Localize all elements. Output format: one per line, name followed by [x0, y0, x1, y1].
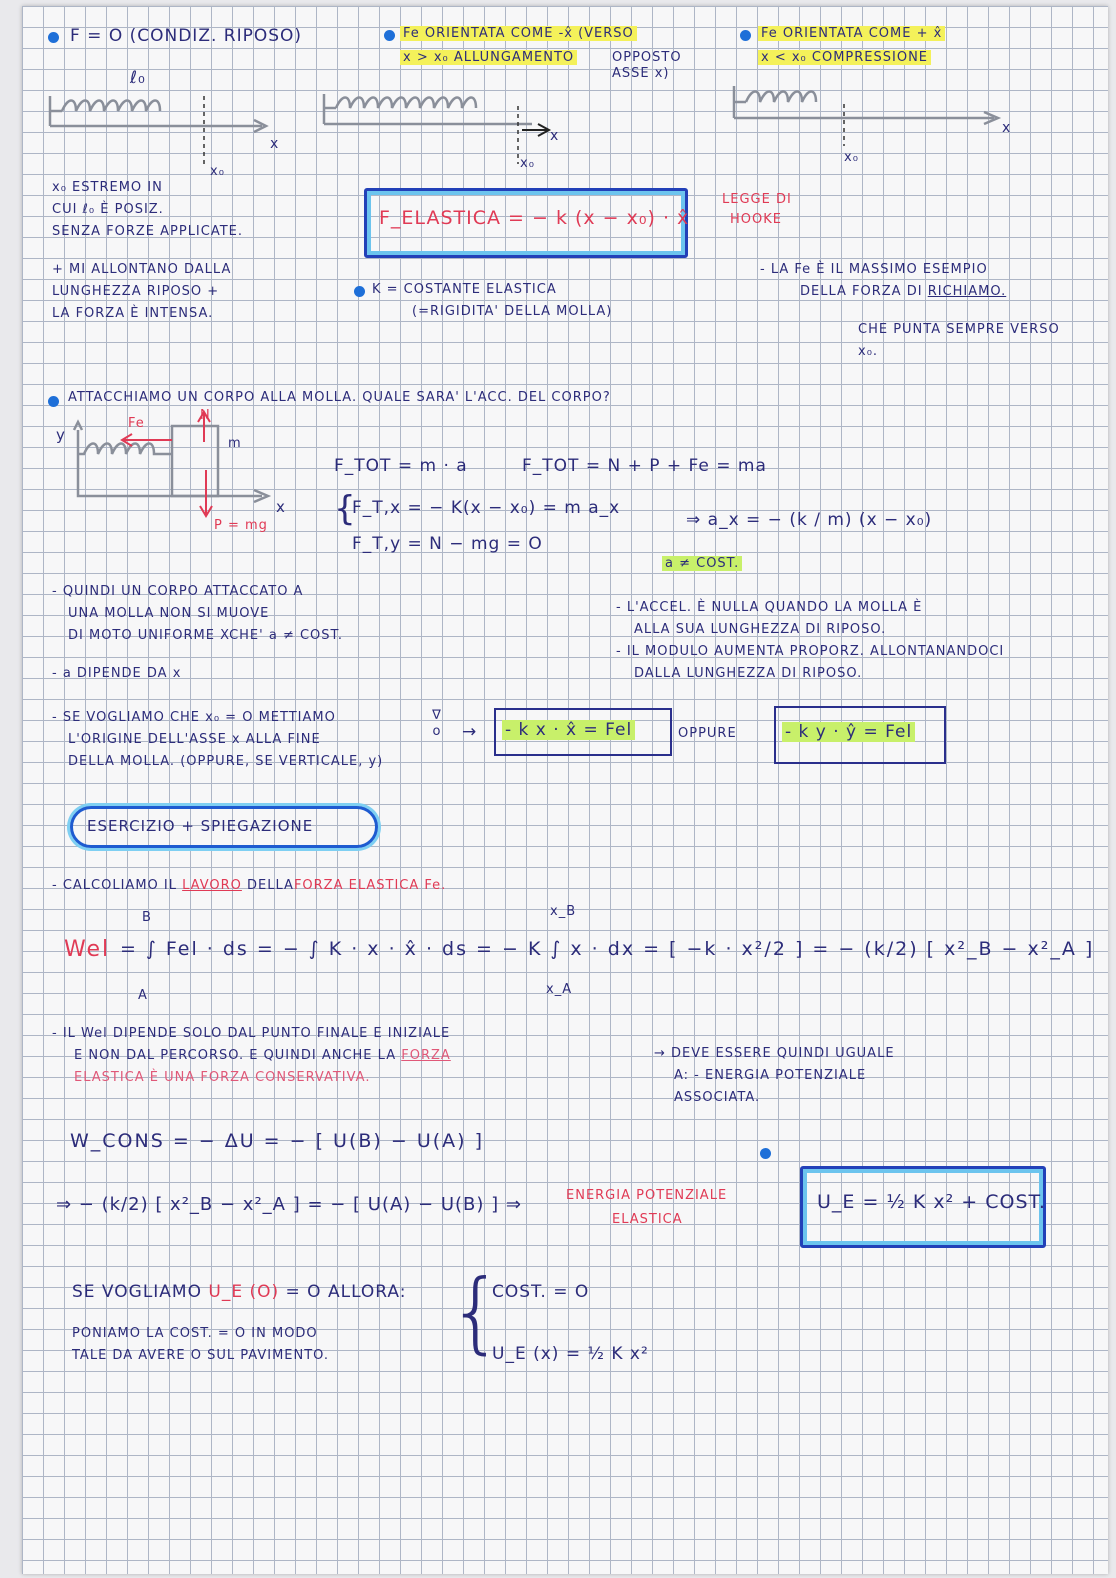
ftot-eq-2: F_TOT = N + P + Fe = ma — [522, 456, 767, 476]
potential-energy-formula: U_E = ½ K x² + COST. — [817, 1191, 1046, 1213]
recall-text-3: CHE PUNTA SEMPRE VERSO — [858, 322, 1060, 337]
energy-label-1: ENERGIA POTENZIALE — [566, 1188, 728, 1203]
work-equation: = ∫ Fel · ds = − ∫ K · x · x̂ · ds = − K ∫ x · dx = [ −k · x²/2 ] = − (k/2) [ x²_B − x²_A ] — [120, 938, 1095, 960]
svg-text:x: x — [1002, 120, 1011, 136]
fe-vector-label: Fe — [128, 416, 145, 431]
system-eq-x: F_T,x = − K(x − x₀) = m a_x — [352, 498, 621, 518]
note-1a: - QUINDI UN CORPO ATTACCATO A — [52, 584, 304, 599]
bullet-icon — [48, 396, 59, 407]
x0-text-1: x₀ ESTREMO IN — [52, 180, 163, 195]
svg-text:x: x — [550, 128, 559, 144]
limit-xb: x_B — [550, 904, 577, 919]
recall-text-4: x₀. — [858, 344, 879, 359]
hooke-law-box — [364, 188, 688, 258]
acceleration-eq: ⇒ a_x = − (k / m) (x − x₀) — [686, 510, 933, 530]
k-definition: K = COSTANTE ELASTICA — [372, 282, 557, 297]
hooke-label-1: LEGGE DI — [722, 192, 792, 207]
energy-equation: ⇒ − (k/2) [ x²_B − x²_A ] = − [ U(A) − U(B) ] ⇒ — [56, 1194, 522, 1215]
hooke-label-2: HOOKE — [730, 212, 782, 227]
exercise-title-oval — [70, 806, 378, 848]
limit-xa: x_A — [546, 982, 573, 997]
formula-x-box — [494, 708, 672, 756]
extension-note: OPPOSTO ASSE x) — [612, 50, 682, 82]
note-3b: ALLA SUA LUNGHEZZA DI RIPOSO. — [634, 622, 887, 637]
note-1b: UNA MOLLA NON SI MUOVE — [68, 606, 270, 621]
system-cost: COST. = O — [492, 1282, 590, 1302]
note-1c: DI MOTO UNIFORME XCHE' a ≠ COST. — [68, 628, 344, 643]
extension-title: Fe ORIENTATA COME -x̂ (VERSO — [400, 26, 637, 42]
compression-line2: x < x₀ COMPRESSIONE — [758, 50, 931, 66]
wcons-equation: W_CONS = − ΔU = − [ U(B) − U(A) ] — [70, 1130, 485, 1152]
implies-arrow: → — [462, 722, 478, 742]
origin-text-1: - SE VOGLIAMO CHE x₀ = O METTIAMO — [52, 710, 336, 725]
n-vector-label: N — [200, 408, 211, 423]
recall-text-2: DELLA FORZA DI RICHIAMO. — [800, 284, 1007, 299]
must-text-3: ASSOCIATA. — [674, 1090, 761, 1105]
system-eq-y: F_T,y = N − mg = O — [352, 534, 543, 554]
oppure-label: OPPURE — [678, 726, 737, 741]
far-text-2: LUNGHEZZA RIPOSO + — [52, 284, 220, 299]
recall-word: RICHIAMO. — [927, 284, 1007, 299]
system-brace: { — [448, 1260, 504, 1363]
rest-length-label: ℓ₀ — [130, 68, 146, 88]
limit-a: A — [138, 988, 148, 1003]
must-text-2: A: - ENERGIA POTENZIALE — [674, 1068, 867, 1083]
exercise-title: ESERCIZIO + SPIEGAZIONE — [87, 817, 314, 835]
x0-text-3: SENZA FORZE APPLICATE. — [52, 224, 244, 239]
x0-label: x₀ — [520, 156, 535, 171]
axis-y-label: y — [56, 426, 66, 444]
k-definition-note: (=RIGIDITA' DELLA MOLLA) — [412, 304, 613, 319]
depends-text-3: ELASTICA È UNA FORZA CONSERVATIVA. — [74, 1070, 371, 1085]
must-text-1: → DEVE ESSERE QUINDI UGUALE — [654, 1046, 895, 1061]
zero-text-4: TALE DA AVERE O SUL PAVIMENTO. — [72, 1348, 330, 1363]
ftot-eq-1: F_TOT = m · a — [334, 456, 468, 476]
hooke-formula: F_ELASTICA = − k (x − x₀) · x̂ — [379, 207, 690, 229]
a-not-const: a ≠ COST. — [662, 556, 742, 572]
formula-x: - k x · x̂ = Fel — [502, 720, 635, 741]
compression-title: Fe ORIENTATA COME + x̂ — [758, 26, 945, 42]
svg-text:x: x — [270, 136, 279, 152]
x0-label: x₀ — [210, 164, 225, 179]
wel-label: Wel — [64, 937, 111, 962]
work-title: - CALCOLIAMO IL LAVORO DELLAFORZA ELASTICA Fe. — [52, 878, 447, 893]
recall-text-1: - LA Fe È IL MASSIMO ESEMPIO — [760, 262, 988, 277]
note-4b: DALLA LUNGHEZZA DI RIPOSO. — [634, 666, 863, 681]
bullet-icon — [760, 1148, 771, 1159]
potential-energy-box — [800, 1166, 1046, 1248]
origin-symbol: ∇ o — [432, 708, 442, 740]
zero-text-3: PONIAMO LA COST. = O IN MODO — [72, 1326, 318, 1341]
system-ue: U_E (x) = ½ K x² — [492, 1344, 649, 1364]
extension-line2: x > x₀ ALLUNGAMENTO — [400, 50, 577, 66]
attach-question: ATTACCHIAMO UN CORPO ALLA MOLLA. QUALE SARA' L'ACC. DEL CORPO? — [68, 390, 611, 405]
origin-text-2: L'ORIGINE DELL'ASSE x ALLA FINE — [68, 732, 321, 747]
rest-condition-title: F = O (CONDIZ. RIPOSO) — [70, 26, 303, 46]
formula-y-box — [774, 706, 946, 764]
depends-text-2: E NON DAL PERCORSO. E QUINDI ANCHE LA FORZA — [74, 1048, 451, 1063]
bullet-icon — [354, 286, 365, 297]
system-brace: { — [334, 489, 357, 529]
depends-text-1: - IL Wel DIPENDE SOLO DAL PUNTO FINALE E INIZIALE — [52, 1026, 451, 1041]
origin-text-3: DELLA MOLLA. (OPPURE, SE VERTICALE, y) — [68, 754, 384, 769]
axis-x-label: x — [276, 498, 286, 516]
weight-label: P = mg — [214, 518, 268, 533]
energy-label-2: ELASTICA — [612, 1212, 683, 1227]
x0-text-2: CUI ℓ₀ È POSIZ. — [52, 202, 164, 217]
far-text-1: + MI ALLONTANO DALLA — [52, 262, 232, 277]
notebook-page — [22, 6, 1108, 1574]
note-3a: - L'ACCEL. È NULLA QUANDO LA MOLLA È — [616, 600, 923, 615]
formula-y: - k y · ŷ = Fel — [782, 722, 915, 743]
note-4a: - IL MODULO AUMENTA PROPORZ. ALLONTANANDOCI — [616, 644, 1005, 659]
zero-condition: SE VOGLIAMO U_E (O) = O ALLORA: — [72, 1282, 407, 1302]
x0-label: x₀ — [844, 150, 859, 165]
limit-b: B — [142, 910, 152, 925]
far-text-3: LA FORZA È INTENSA. — [52, 306, 214, 321]
mass-label: m — [228, 436, 242, 451]
note-2: - a DIPENDE DA x — [52, 666, 182, 681]
